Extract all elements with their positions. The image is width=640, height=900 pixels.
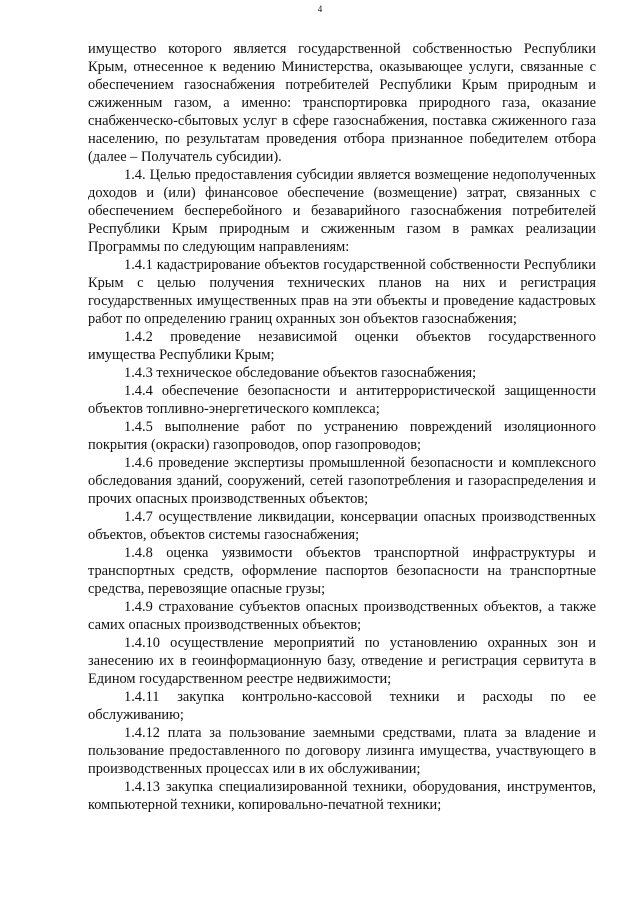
document-body [88,40,596,814]
paragraph-1-4: 1.4. Целью предоставления субсидии является возмещение недополученных доходов и (или) финансовое обеспечение (возмещение) затрат, связанных с обеспечением бесперебойного и безаварийного газоснабжения потребителей Республики Крым природным и сжиженным газом в рамках реализации Программы по следующим направлениям: [88,167,596,255]
paragraph-1-4-2: 1.4.2 проведение независимой оценки объектов государственного имущества Республики Крым; [88,329,596,363]
paragraph-1-4-5: 1.4.5 выполнение работ по устранению повреждений изоляционного покрытия (окраски) газопроводов, опор газопроводов; [88,419,596,453]
paragraph-1-4-11: 1.4.11 закупка контрольно-кассовой техники и расходы по ее обслуживанию; [88,689,596,723]
paragraph-1-4-6: 1.4.6 проведение экспертизы промышленной безопасности и комплексного обследования зданий, сооружений, сетей газопотребления и газораспределения и прочих опасных производственных объектов; [88,455,596,507]
paragraph-1-4-9: 1.4.9 страхование субъектов опасных производственных объектов, а также самих опасных производственных объектов; [88,599,596,633]
paragraph-1-4-3: 1.4.3 техническое обследование объектов газоснабжения; [124,365,477,381]
paragraph-1-4-13: 1.4.13 закупка специализированной техники, оборудования, инструментов, компьютерной техники, копировально-печатной техники; [88,779,596,813]
paragraph-1-4-4: 1.4.4 обеспечение безопасности и антитеррористической защищенности объектов топливно-энергетического комплекса; [88,383,596,417]
paragraph-continuation: имущество которого является государственной собственностью Республики Крым, отнесенное к ведению Министерства, оказывающее услуги, связанные с обеспечением газоснабжения потребителей Республики Крым природным и сжиженным газом, а именно: транспортировка природного газа, оказание снабженческо-сбытовых услуг в сфере газоснабжения, поставка сжиженного газа населению, по результатам проведения отбора признанное победителем отбора (далее – Получатель субсидии). [88,41,596,165]
paragraph-1-4-12: 1.4.12 плата за пользование заемными средствами, плата за владение и пользование предоставленного по договору лизинга имущества, участвующего в производственных процессах или в их обслуживании; [88,725,596,777]
paragraph-1-4-10: 1.4.10 осуществление мероприятий по установлению охранных зон и занесению их в геоинформационную базу, отведение и регистрация сервитута в Едином государственном реестре недвижимости; [88,635,596,687]
paragraph-1-4-1: 1.4.1 кадастрирование объектов государственной собственности Республики Крым с целью получения технических планов на них и регистрация государственных имущественных прав на эти объекты и проведение кадастровых работ по определению границ охранных зон объектов газоснабжения; [88,257,596,327]
paragraph-1-4-7: 1.4.7 осуществление ликвидации, консервации опасных производственных объектов, объектов системы газоснабжения; [88,509,596,543]
page-number: 4 [317,4,323,14]
paragraph-1-4-8: 1.4.8 оценка уязвимости объектов транспортной инфраструктуры и транспортных средств, оформление паспортов безопасности на транспортные средства, перевозящие опасные грузы; [88,545,596,597]
